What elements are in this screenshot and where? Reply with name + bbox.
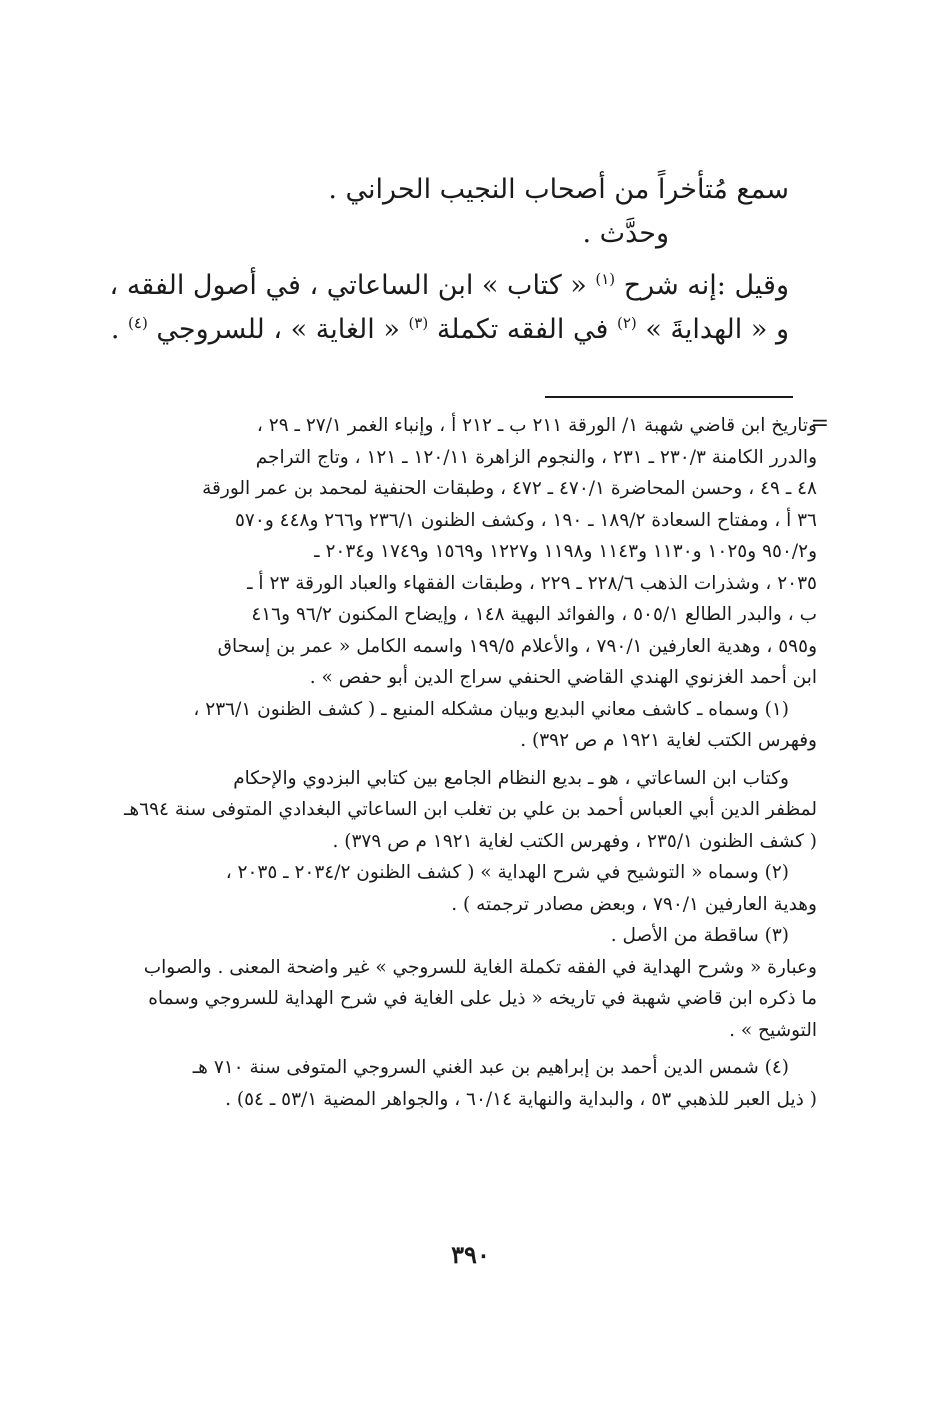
footnote-line: و٥٩٥ ، وهدية العارفين ٧٩٠/١ ، والأعلام ١٩٩/٥ واسمه الكامل « عمر بن إسحاق [217,635,817,657]
footnote-line: والدرر الكامنة ٢٣٠/٣ ـ ٢٣١ ، والنجوم الزاهرة ١٢٠/١١ ـ ١٢١ ، وتاج التراجم [255,446,817,468]
main-line [121,168,789,212]
footnote-ref[interactable]: (٢) [616,314,637,332]
footnote-line: ( كشف الظنون ٢٣٥/١ ، وفهرس الكتب لغاية ١٩٢١ م ص ٣٧٩) . [332,830,817,852]
footnote-4: (٤) شمس الدين أحمد بن إبراهيم بن عبد الغني السروجي المتوفى سنة ٧١٠ هـ [192,1057,789,1078]
main-line-text: وحدَّث . [582,218,669,249]
footnote-line: ٤٨ ـ ٤٩ ، وحسن المحاضرة ٤٧٠/١ ـ ٤٧٢ ، وطبقات الحنفية لمحمد بن عمر الورقة [202,478,817,499]
main-line-text: « الغاية » ، للسروجي [156,314,400,345]
footnote-line: وفهرس الكتب لغاية ١٩٢١ م ص ٣٩٢) . [520,730,817,751]
footnote-ref[interactable]: (٣) [408,314,429,332]
footnote-ref[interactable]: (١) [595,270,616,288]
main-line-text: وقيل :إنه شرح [623,270,789,301]
footnote-ref[interactable]: (٤) [128,314,148,332]
footnote-line: ب ، والبدر الطالع ٥٠٥/١ ، والفوائد البهية ١٤٨ ، وإيضاح المكنون ٩٦/٢ و٤١٦ [251,604,817,625]
main-line-text: « كتاب » ابن الساعاتي ، في أصول الفقه ، [109,270,587,301]
main-line-text: و « الهدايةَ » [645,314,789,345]
footnote-line: لمظفر الدين أبي العباس أحمد بن علي بن تغلب ابن الساعاتي البغدادي المتوفى سنة ٦٩٤هـ [124,799,817,820]
page-number: ٣٩٠ [451,1240,490,1269]
continuation-mark: = [810,411,829,436]
main-line-text: في الفقه تكملة [436,314,609,345]
footnote-line: التوشيح » . [729,1019,817,1041]
footnote-line: و٩٥٠/٢ و١٠٢٥ و١١٣٠ و١١٤٣ و١١٩٨ و١٢٢٧ و١٥٦٩ و١٧٤٩ و٢٠٣٤ ـ [314,541,817,562]
footnote-2: (٢) وسماه « التوشيح في شرح الهداية » ( كشف الظنون ٢٠٣٤/٢ ـ ٢٠٣٥ ، [225,862,789,883]
footnote-line: ما ذكره ابن قاضي شهبة في تاريخه « ذيل على الغاية في شرح الهداية للسروجي وسماه [148,988,817,1009]
footnote-line: ٢٠٣٥ ، وشذرات الذهب ٢٢٨/٦ ـ ٢٢٩ ، وطبقات الفقهاء والعباد الورقة ٢٣ أ ـ [247,572,817,594]
footnote-separator [545,396,793,398]
footnote-1: (١) وسماه ـ كاشف معاني البديع وبيان مشكله المنيع ـ ( كشف الظنون ٢٣٦/١ ، [193,698,789,720]
footnote-line: ابن أحمد الغزنوي الهندي القاضي الحنفي سراج الدين أبو حفص » . [309,667,817,688]
main-line [110,308,789,352]
footnote-line: وعبارة « وشرح الهداية في الفقه تكملة الغاية للسروجي » غير واضحة المعنى . والصواب [143,956,817,978]
main-line-text: سمع مُتأخراً من أصحاب النجيب الحراني . [328,174,789,205]
main-text [109,168,789,352]
footnote-line: وهدية العارفين ٧٩٠/١ ، وبعض مصادر ترجمته ) . [451,893,817,915]
main-line-text: . [110,314,120,345]
footnote-line: ٣٦ أ ، ومفتاح السعادة ١٨٩/٢ ـ ١٩٠ ، وكشف الظنون ٢٣٦/١ و٢٦٦ و٤٤٨ و٥٧٠ [235,509,817,531]
main-line [121,212,789,256]
footnote-3: (٣) ساقطة من الأصل . [610,925,789,946]
main-line [109,264,789,308]
footnote-line: وكتاب ابن الساعاتي ، هو ـ بديع النظام الجامع بين كتابي البزدوي والإحكام [233,767,789,789]
footnote-line: ( ذيل العبر للذهبي ٥٣ ، والبداية والنهاية ٦٠/١٤ ، والجواهر المضية ٥٣/١ ـ ٥٤) . [225,1088,817,1110]
footnote-line: وتاريخ ابن قاضي شهبة ١/ الورقة ٢١١ ب ـ ٢١٢ أ ، وإنباء الغمر ٢٧/١ ـ ٢٩ ، [256,415,817,436]
footnotes [117,410,817,1115]
